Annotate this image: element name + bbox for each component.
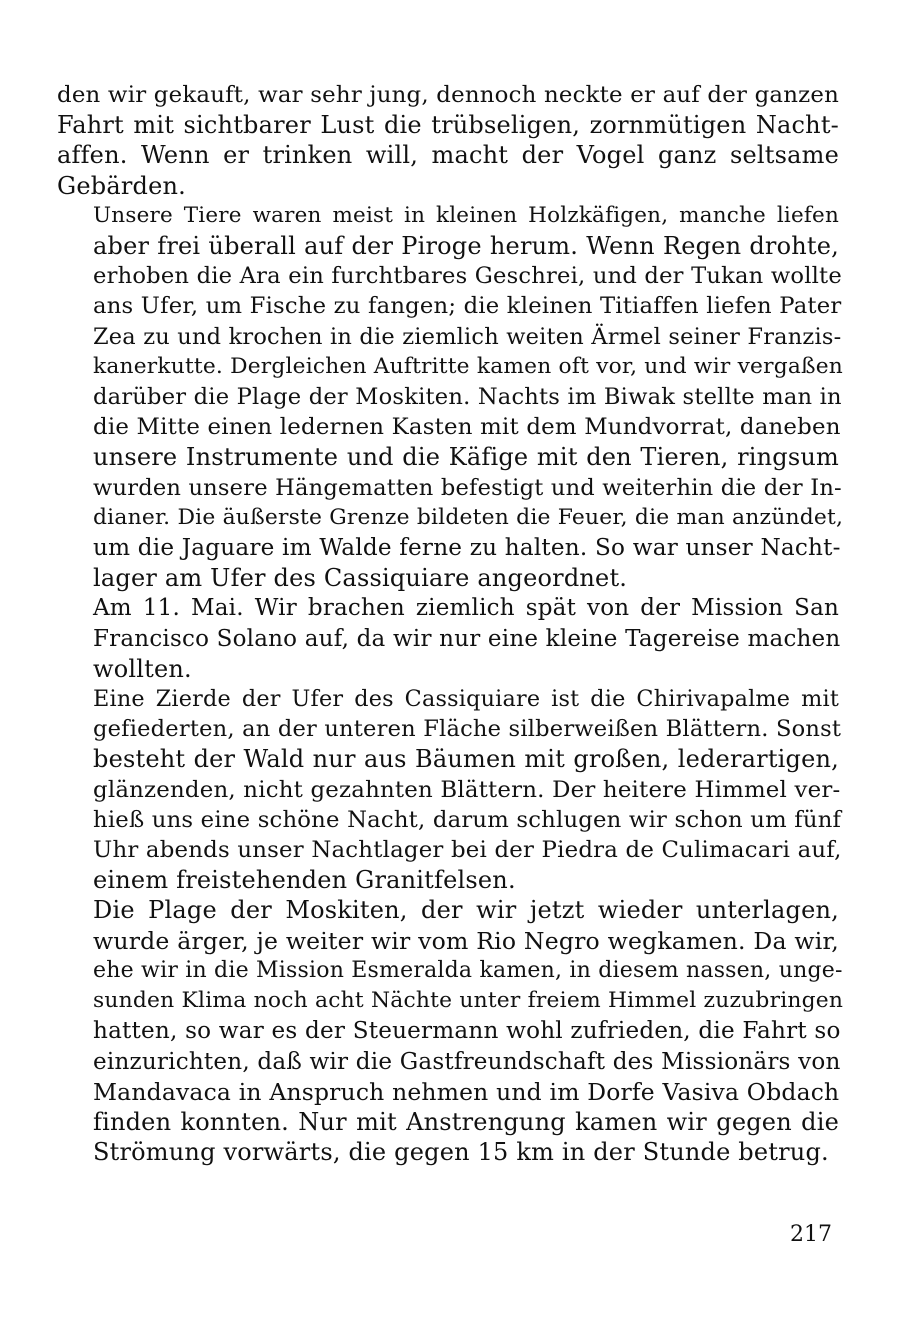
text-line: Francisco Solano auf, da wir nur eine kleine Tagereise machen <box>93 625 841 652</box>
text-line: Gebärden. <box>57 171 186 200</box>
text-line: dianer. Die äußerste Grenze bildeten die Feuer, die man anzündet, <box>93 504 844 530</box>
text-line: finden konnten. Nur mit Anstrengung kamen wir gegen die <box>93 1107 839 1136</box>
text-line: Fahrt mit sichtbarer Lust die trübseligen, zornmütigen Nacht- <box>57 111 839 140</box>
text-line: Am 11. Mai. Wir brachen ziemlich spät von der Mission San <box>93 595 839 622</box>
text-line: einzurichten, daß wir die Gastfreundschaft des Missionärs von <box>93 1048 841 1075</box>
text-line: Eine Zierde der Ufer des Cassiquiare ist die Chirivapalme mit <box>93 686 839 713</box>
paragraph <box>57 684 842 895</box>
text-line: besteht der Wald nur aus Bäumen mit großen, lederartigen, <box>93 745 839 774</box>
text-line: hatten, so war es der Steuermann wohl zufrieden, die Fahrt so <box>93 1018 841 1045</box>
text-line: glänzenden, nicht gezahnten Blättern. Der heitere Himmel ver- <box>93 776 841 803</box>
text-line: Uhr abends unser Nachtlager bei der Piedra de Culimacari auf, <box>93 837 842 864</box>
page-number: 217 <box>790 1222 832 1247</box>
text-line: die Mitte einen ledernen Kasten mit dem Mundvorrat, daneben <box>93 414 841 441</box>
text-line: ehe wir in die Mission Esmeralda kamen, in diesem nassen, unge- <box>93 957 843 983</box>
text-line: wollten. <box>93 654 192 683</box>
text-line: den wir gekauft, war sehr jung, dennoch neckte er auf der ganzen <box>57 82 839 108</box>
paragraph <box>57 201 844 594</box>
text-line: sunden Klima noch acht Nächte unter freiem Himmel zuzubringen <box>93 988 844 1014</box>
paragraph <box>57 80 839 201</box>
text-line: Mandavaca in Anspruch nehmen und im Dorfe Vasiva Obdach <box>93 1077 840 1106</box>
text-line: gefiederten, an der unteren Fläche silberweißen Blättern. Sonst <box>93 716 842 743</box>
text-line: Unsere Tiere waren meist in kleinen Holzkäfigen, manche liefen <box>93 202 839 228</box>
text-line: wurde ärger, je weiter wir vom Rio Negro wegkamen. Da wir, <box>93 926 839 955</box>
text-line: affen. Wenn er trinken will, macht der Vogel ganz seltsame <box>57 141 839 170</box>
text-line: Die Plage der Moskiten, der wir jetzt wieder unterlagen, <box>93 896 839 925</box>
body-text <box>57 80 844 1167</box>
text-line: wurden unsere Hängematten befestigt und weiterhin die der In- <box>93 474 842 501</box>
text-line: unsere Instrumente und die Käfige mit den Tieren, ringsum <box>93 443 839 472</box>
text-line: darüber die Plage der Moskiten. Nachts im Biwak stellte man in <box>93 384 842 411</box>
text-line: ans Ufer, um Fische zu fangen; die kleinen Titiaffen liefen Pater <box>93 293 842 320</box>
paragraph <box>57 593 839 684</box>
text-line: um die Jaguare im Walde ferne zu halten. So war unser Nacht- <box>93 535 841 562</box>
paragraph <box>57 895 844 1167</box>
text-line: kanerkutte. Dergleichen Auftritte kamen oft vor, und wir vergaßen <box>93 353 843 379</box>
text-line: aber frei überall auf der Piroge herum. Wenn Regen drohte, <box>93 232 839 261</box>
text-line: erhoben die Ara ein furchtbares Geschrei, und der Tukan wollte <box>93 263 842 290</box>
text-line: Zea zu und krochen in die ziemlich weiten Ärmel seiner Franzis- <box>93 323 842 350</box>
text-line: einem freistehenden Granitfelsen. <box>93 866 516 895</box>
text-line: lager am Ufer des Cassiquiare angeordnet. <box>93 564 628 593</box>
text-line: hieß uns eine schöne Nacht, darum schlugen wir schon um fünf <box>93 806 842 833</box>
text-line: Strömung vorwärts, die gegen 15 km in der Stunde betrug. <box>93 1138 829 1167</box>
